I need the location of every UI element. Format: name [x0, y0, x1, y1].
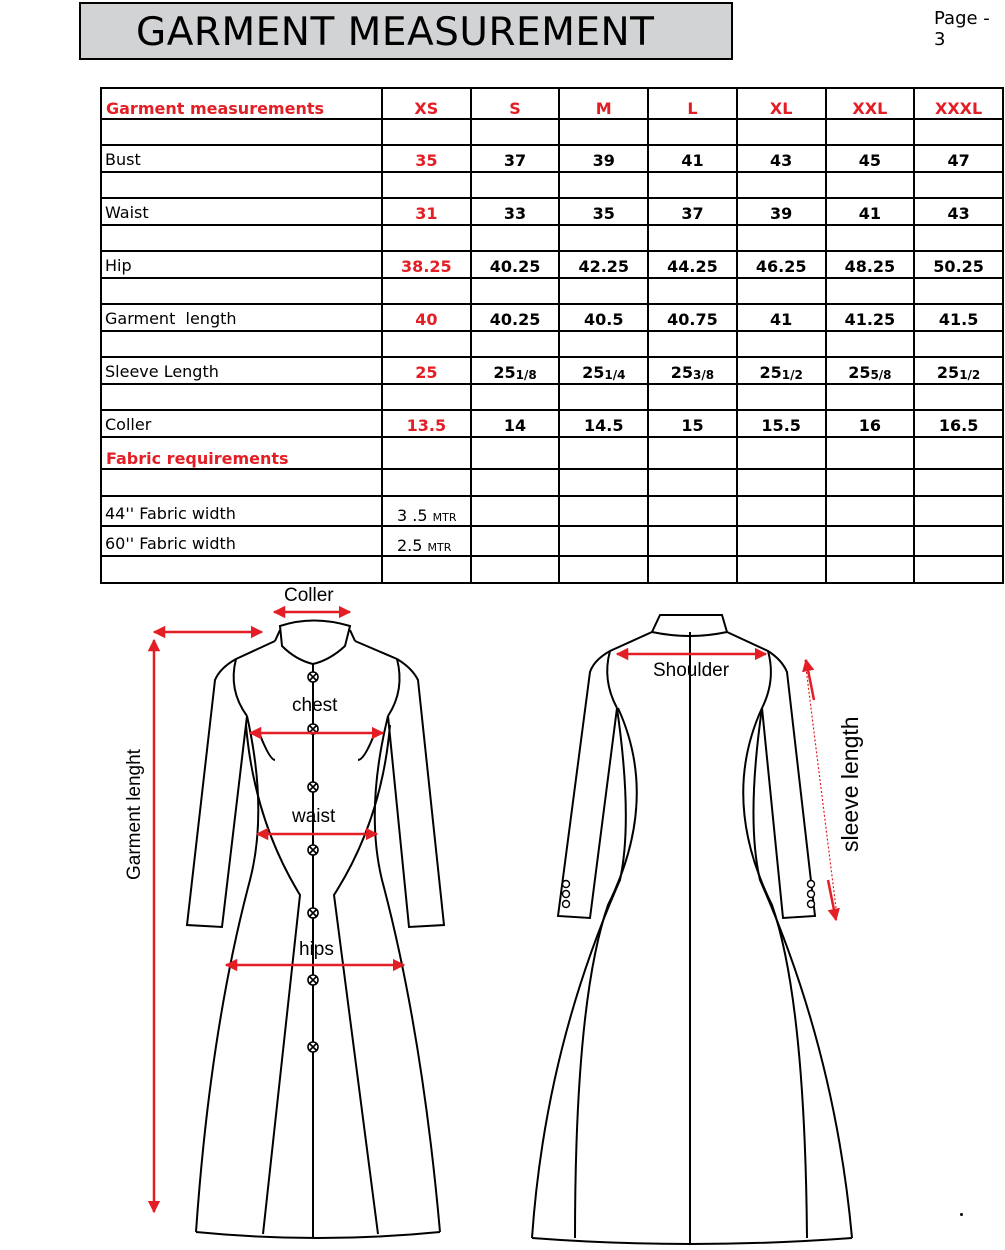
- cell-value: 13.5: [382, 410, 471, 437]
- cell-value: $25_{1/2}$: [914, 357, 1003, 384]
- cell-value: 40: [382, 304, 471, 331]
- cell-value: 35: [559, 198, 648, 225]
- cell-value: $25_{1/8}$: [471, 357, 560, 384]
- size-header: XL: [737, 88, 826, 119]
- cell-value: 50.25: [914, 251, 1003, 278]
- cell-value: 14: [471, 410, 560, 437]
- cell-value: $25_{1/4}$: [559, 357, 648, 384]
- cell-value: 45: [826, 145, 915, 172]
- cell-value: 41.25: [826, 304, 915, 331]
- stray-dot: [960, 1213, 963, 1216]
- fabric-value: 2.5 MTR: [382, 526, 471, 556]
- cell-value: 16.5: [914, 410, 1003, 437]
- size-header: S: [471, 88, 560, 119]
- cell-value: 40.5: [559, 304, 648, 331]
- cell-value: 41.5: [914, 304, 1003, 331]
- cell-value: 15.5: [737, 410, 826, 437]
- cell-value: 46.25: [737, 251, 826, 278]
- size-header: M: [559, 88, 648, 119]
- cell-value: 47: [914, 145, 1003, 172]
- size-header: XXXL: [914, 88, 1003, 119]
- page-number: Page - 3: [934, 8, 990, 50]
- measurement-arrows: [154, 612, 836, 1212]
- cell-value: 48.25: [826, 251, 915, 278]
- cell-value: 31: [382, 198, 471, 225]
- cell-value: 39: [559, 145, 648, 172]
- fabric-label: 44'' Fabric width: [101, 496, 382, 526]
- row-label: Sleeve Length: [101, 357, 382, 384]
- page-title: GARMENT MEASUREMENT: [136, 10, 655, 55]
- row-label: Garment length: [101, 304, 382, 331]
- cell-value: 33: [471, 198, 560, 225]
- cell-value: 43: [737, 145, 826, 172]
- garment-length-label: Garment lenght: [124, 749, 145, 880]
- cell-value: 44.25: [648, 251, 737, 278]
- row-label: Hip: [101, 251, 382, 278]
- size-header: L: [648, 88, 737, 119]
- hips-label: hips: [299, 939, 334, 960]
- cell-value: 14.5: [559, 410, 648, 437]
- cell-value: 15: [648, 410, 737, 437]
- cell-value: 42.25: [559, 251, 648, 278]
- size-header: XS: [382, 88, 471, 119]
- fabric-label: 60'' Fabric width: [101, 526, 382, 556]
- cell-value: 40.75: [648, 304, 737, 331]
- sleeve-length-label: sleeve length: [837, 716, 863, 852]
- cell-value: 38.25: [382, 251, 471, 278]
- row-label: Coller: [101, 410, 382, 437]
- cell-value: 37: [648, 198, 737, 225]
- cell-value: 43: [914, 198, 1003, 225]
- cell-value: 41: [737, 304, 826, 331]
- row-label: Bust: [101, 145, 382, 172]
- chest-label: chest: [292, 695, 338, 716]
- cell-value: 25: [382, 357, 471, 384]
- cell-value: 37: [471, 145, 560, 172]
- cuff-buttons: [563, 881, 815, 908]
- fabric-value: 3 .5 MTR: [382, 496, 471, 526]
- cell-value: 35: [382, 145, 471, 172]
- back-garment-sketch: [532, 615, 852, 1244]
- cell-value: $25_{3/8}$: [648, 357, 737, 384]
- waist-label: waist: [292, 806, 336, 827]
- cell-value: 41: [648, 145, 737, 172]
- fabric-section-title: Fabric requirements: [101, 437, 382, 469]
- cell-value: 16: [826, 410, 915, 437]
- cell-value: $25_{5/8}$: [826, 357, 915, 384]
- cell-value: 40.25: [471, 304, 560, 331]
- cell-value: 41: [826, 198, 915, 225]
- cell-value: 39: [737, 198, 826, 225]
- shoulder-label: Shoulder: [653, 660, 730, 681]
- coller-label: Coller: [284, 585, 334, 606]
- cell-value: $25_{1/2}$: [737, 357, 826, 384]
- size-header: XXL: [826, 88, 915, 119]
- cell-value: 40.25: [471, 251, 560, 278]
- row-label: Waist: [101, 198, 382, 225]
- table-header-label: Garment measurements: [101, 88, 382, 119]
